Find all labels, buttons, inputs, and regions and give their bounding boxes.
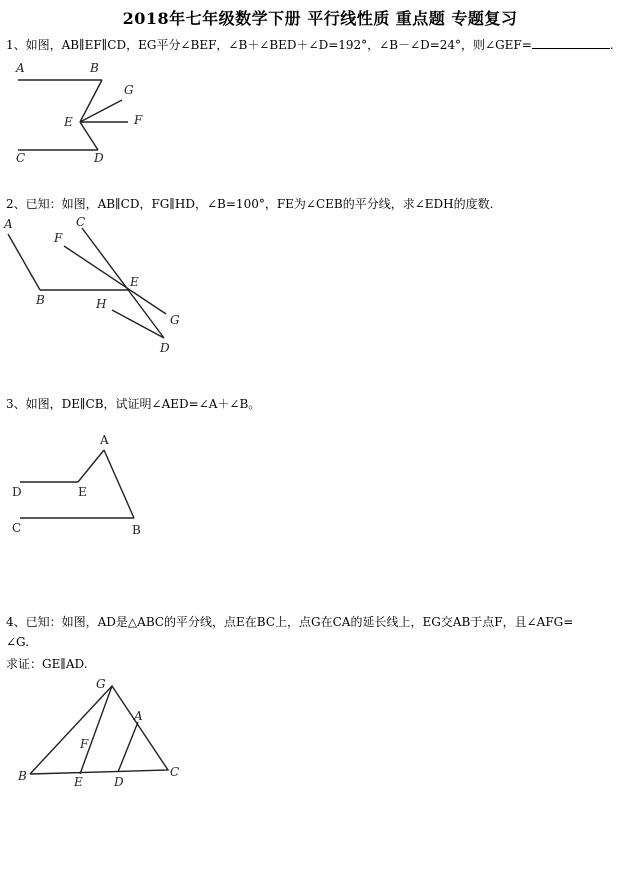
label-a: A: [134, 709, 143, 723]
question-2-text: 2、已知：如图，AB∥CD，FG∥HD，∠B=100°，FE为∠CEB的平分线，求∠EDH的度数.: [6, 197, 494, 211]
label-a: A: [4, 217, 13, 231]
line-eg: [80, 686, 112, 774]
line-fg: [64, 246, 166, 314]
figure-3: [8, 428, 158, 543]
line-ed: [80, 122, 98, 150]
label-g: G: [124, 83, 134, 97]
label-e: E: [78, 485, 87, 499]
label-e: E: [64, 115, 73, 129]
question-4-line-3: 求证：GE∥AD.: [6, 657, 88, 671]
figure-1: [10, 58, 160, 168]
label-d: D: [160, 341, 170, 355]
figure-4: [14, 676, 194, 791]
line-hd: [112, 310, 164, 338]
triangle-abc: [30, 686, 168, 774]
question-1-stem: 1、如图，AB∥EF∥CD，EG平分∠BEF，∠B＋∠BED＋∠D=192°，∠B－∠D=24°，则∠GEF=: [6, 38, 532, 52]
label-d: D: [114, 775, 124, 789]
label-e: E: [130, 275, 139, 289]
question-4-line-2: ∠G.: [6, 635, 30, 649]
question-1-end: .: [609, 38, 614, 52]
label-f: F: [54, 231, 63, 245]
label-c: C: [76, 215, 86, 229]
label-g: G: [170, 313, 180, 327]
line-cd: [82, 228, 164, 338]
label-a: A: [16, 61, 25, 75]
question-3-text: 3、如图，DE∥CB，试证明∠AED=∠A＋∠B。: [6, 397, 261, 411]
line-ad: [118, 722, 138, 772]
question-1-text: [6, 36, 614, 54]
label-b: B: [36, 293, 45, 307]
label-b: B: [132, 523, 141, 537]
line-ab: [104, 450, 134, 518]
label-d: D: [12, 485, 22, 499]
question-4-line-1: 4、已知：如图，AD是△ABC的平分线，点E在BC上，点G在CA的延长线上，EG交AB于点F，且∠AFG=: [6, 615, 574, 629]
line-ab: [8, 234, 40, 290]
label-d: D: [94, 151, 104, 165]
label-f: F: [80, 737, 89, 751]
label-c: C: [12, 521, 22, 535]
label-g: G: [96, 677, 106, 691]
answer-blank[interactable]: [532, 36, 610, 49]
label-a: A: [100, 433, 109, 447]
label-c: C: [170, 765, 180, 779]
label-e: E: [74, 775, 83, 789]
label-c: C: [16, 151, 26, 165]
figure-2: [0, 214, 200, 359]
label-f: F: [134, 113, 143, 127]
line-ea: [78, 450, 104, 482]
label-b: B: [18, 769, 27, 783]
label-h: H: [96, 297, 107, 311]
page-title: 2018年七年级数学下册 平行线性质 重点题 专题复习: [122, 9, 518, 28]
label-b: B: [90, 61, 99, 75]
